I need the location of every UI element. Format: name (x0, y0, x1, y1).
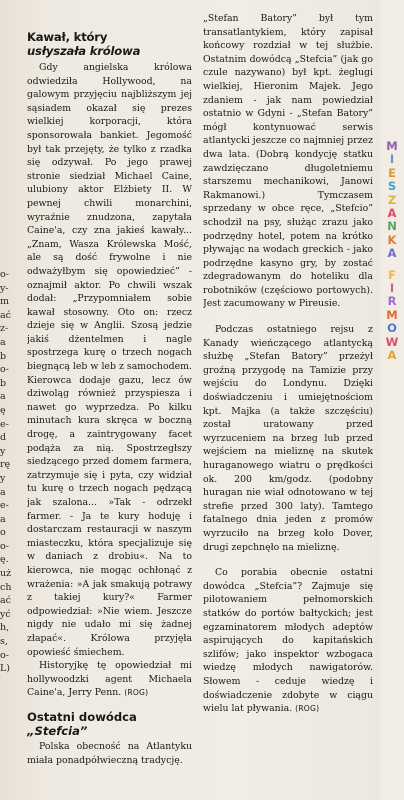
closing-text: Co porabia obecnie ostatni dowódca „Stefcia”? Zajmuje się pilotowaniem pełnomorskich statków do portów bałtyckich; jest egzaminatorem młodych adeptów aspirujących do kapitańskich szlifów; jako inspektor wzbogaca wiedzę młodych nawigatorów. Słowem - ceduje wiedzę i doświadczenie zdobyte w ciągu wielu lat pływania. (203, 567, 373, 715)
margin-fragment-line: y (0, 472, 6, 484)
section-title-line-2: „Stefcia” (27, 723, 88, 738)
middle-column (203, 12, 373, 798)
margin-fragment-line: d (0, 432, 7, 444)
margin-fragment-line: o- (0, 649, 9, 661)
article-headline-kawal (27, 30, 192, 58)
article-paragraph: Polska obecność na Atlantyku miała ponadpółwieczną tradycję. (27, 740, 192, 766)
article-headline-ostatni-dowodca (27, 710, 192, 738)
author-signature: (ROG) (295, 704, 320, 714)
section-title-line-1: Ostatni dowódca (27, 709, 137, 724)
margin-fragment-line: e- (0, 418, 9, 430)
margin-fragment-line: a (0, 513, 6, 525)
section-label-letter: S (387, 179, 397, 194)
section-label-letter: E (388, 165, 396, 180)
left-column (27, 30, 192, 796)
margin-fragment-line: h, (0, 622, 10, 634)
article-paragraph-closing (27, 659, 192, 700)
section-label-mieszanka-firmowa (383, 140, 401, 363)
margin-fragment-line: o (0, 527, 6, 539)
headline-line-2: usłyszała królowa (27, 44, 141, 58)
margin-fragment-line: ać (0, 595, 11, 607)
section-label-letter: Z (387, 192, 397, 207)
section-label-letter: A (387, 348, 397, 363)
section-label-letter: F (388, 267, 396, 282)
section-label-letter: I (389, 281, 395, 296)
margin-fragment-line: y (0, 445, 6, 457)
margin-fragment-line: z- (0, 323, 9, 335)
headline-line-1: Kawał, który (27, 30, 108, 44)
section-label-letter: A (387, 206, 397, 221)
section-label-letter: O (387, 321, 397, 336)
section-label-letter: M (386, 139, 398, 153)
margin-fragment-line: ę. (0, 554, 9, 566)
margin-fragment-line: m (0, 296, 10, 308)
article-paragraph-closing (203, 566, 373, 716)
section-label-letter: R (387, 294, 397, 309)
margin-fragment-line: a (0, 391, 6, 403)
margin-fragment-line: L) (0, 663, 11, 675)
section-label-letter: N (387, 219, 397, 234)
margin-fragment-line: o- (0, 269, 9, 280)
side-strip (380, 0, 404, 800)
margin-fragment-line: yć (0, 608, 11, 620)
section-label-letter: W (385, 334, 399, 349)
margin-fragment-line: ch (0, 581, 12, 593)
closing-text: Historyjkę tę opowiedział mi hollywoodzki agent Michaela Caine'a, Jerry Penn. (27, 660, 192, 699)
margin-fragment-line: s, (0, 636, 8, 648)
margin-fragment-line: e- (0, 500, 9, 512)
margin-fragment-line: y- (0, 282, 9, 294)
article-paragraph: Podczas ostatniego rejsu z Kanady wieńczącego atlantycką służbę „Stefan Batory” przeżył groźną przygodę na Tamizie przy wejściu do Londynu. Dzięki doświadczeniu i umiejętnościom kpt. Majka (a także szczęściu) został uratowany przed wyrzuceniem na brzeg lub przed wejściem na mieliznę na skutek huraganowego wiatru o prędkości ok. 200 km/godz. (podobny huragan nie wiał odnotowano w tej strefie przed 300 laty). Tamtego fatalnego dnia jeden z promów wyrzuciło na brzeg koło Dover, drugi zepchnęło na mieliznę. (203, 324, 373, 553)
article-paragraph: „Stefan Batory” był tym transatlantykiem, który zapisał końcowy rozdział w tej służbie. Ostatnim dowódcą „Stefcia” (jak go czule nazywano) był kpt. żeglugi wielkiej, Hieronim Majek. Jego zdaniem - jak nam powiedział ostatnio w Gdyni - „Stefan Batory” mógł kontynuować serwis atlantycki jeszcze co najmniej przez dwa lata. (Dobrą kondycję statku zawdzięczano długoletniemu starszemu mechanikowi, Janowi Rakmanowi.) Tymczasem sprzedany w obce ręce, „Stefcio” schodził na psy, służąc zrazu jako podrzędny hotel, potem na krótko pływając na wodach greckich - jako podrzędne kasyno gry, by zostać zdegradowanym do hoteliku dla robotników (częściowo portowych). Jest zacumowany w Pireusie. (203, 13, 373, 310)
section-label-letter: M (386, 307, 398, 322)
section-label-letter: A (387, 246, 397, 261)
margin-fragment-line: b (0, 377, 7, 389)
margin-fragment-line: ę (0, 404, 6, 416)
article-paragraph: Gdy angielska królowa odwiedziła Hollywood, na galowym przyjęciu najbliższym jej sąsiadem okazał się prezes wielkiej korporacji, która sponsorowała bankiet. Jegomość był tak przejęty, że tylko z rzadka się odzywał. Po jego prawej stronie siedział Michael Caine, ulubiony aktor Elżbiety II. W pewnej chwili monarchini, wyraźnie znudzona, zapytała Caine'a, czy zna jakieś kawały... „Znam, Wasza Królewska Mość, ale są dość frywolne i nie odważyłbym się opowiedzieć” - oznajmił aktor. Po chwili wszak dodał: „Przypomniałem sobie kawał stosowny. Oto on: rzecz dzieje się w Anglii. Szosą jedzie jakiś dżentelmen i nagle spostrzega kurę o trzech nogach biegnącą leb w leb z samochodem. Kierowca dodaje gazu, lecz ów dziwoląg również przyspiesza i nawet go wyprzedza. Po kilku minutach kura skręca w boczną drogę, a zaintrygowany facet podąża za nią. Spostrzegłszy siedzącego przed domem farmera, zatrzymuje się i pyta, czy widział tu kurę o trzech nogach pędzącą jak szalona... »Tak - odrzekł farmer. - Ja te kury hoduję i dostarczam restauracji w naszym miasteczku, która specjalizuje się w daniach z drobiu«. Na to kierowca, nie mogąc ochłonąć z wrażenia: »A jak smakują potrawy z takiej kury?« Farmer odpowiedział: »Nie wiem. Jeszcze nigdy nie udało mi się żadnej złapać«. Królowa przyjęła opowieść śmiechem. (27, 62, 192, 658)
margin-fragment-line: ać (0, 309, 11, 321)
left-margin-text-fragment (0, 268, 13, 676)
author-signature: (ROG) (124, 688, 149, 698)
margin-fragment-line: o- (0, 540, 9, 552)
margin-fragment-line: a (0, 336, 6, 348)
margin-fragment-line: rę (0, 459, 11, 471)
section-label-letter: I (389, 152, 395, 167)
margin-fragment-line: uż (0, 568, 12, 580)
margin-fragment-line: b (0, 350, 7, 362)
margin-fragment-line: o- (0, 364, 9, 376)
margin-fragment-line: a (0, 486, 6, 498)
section-label-letter: K (387, 232, 397, 247)
